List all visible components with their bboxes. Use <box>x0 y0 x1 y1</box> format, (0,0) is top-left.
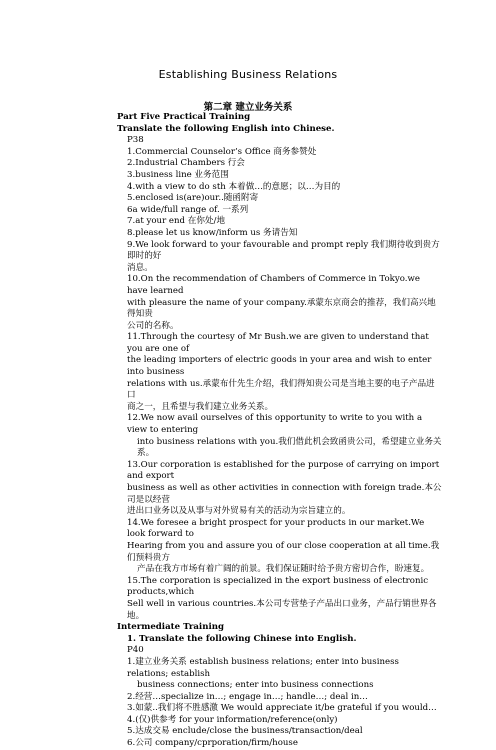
list-item-line: 公司的名称。 <box>127 320 179 331</box>
list-item: 2.Industrial Chambers 行会 <box>127 158 245 169</box>
exercise-instruction: Translate the following English into Chinese. <box>117 123 335 134</box>
chapter-heading: 第二章 建立业务关系 <box>203 102 293 113</box>
page-reference: P40 <box>127 645 144 656</box>
document-title: Establishing Business Relations <box>158 68 338 81</box>
list-item: 4.(仅)供参考 for your information/reference(only) <box>127 714 338 725</box>
exercise-instruction: 1. Translate the following Chinese into English. <box>127 633 357 644</box>
list-item-line: Sell well in various countries.本公司专营垫子产品出口业务，产品行销世界各地。 <box>127 598 437 621</box>
list-item-line: 消息。 <box>127 262 153 273</box>
list-item: 6.公司 company/cprporation/firm/house <box>127 738 298 749</box>
list-item: 5.enclosed is(are)our..随函附寄 <box>127 193 259 204</box>
section-heading: Part Five Practical Training <box>117 112 251 122</box>
list-item-line: 1.建立业务关系 establish business relations; enter into business relations; establish <box>127 656 399 679</box>
list-item-line: business connections; enter into business connections <box>137 680 374 691</box>
list-item-line: Hearing from you and assure you of our close cooperation at all time.我们预料贵方 <box>127 540 440 563</box>
page-reference: P38 <box>127 135 144 146</box>
list-item: 3.business line 业务范围 <box>127 169 229 180</box>
list-item-line: relations with us.承蒙布什先生介绍，我们得知贵公司是当地主要的电子产品进口 <box>127 378 435 401</box>
list-item-line: 15.The corporation is specialized in the export business of electronic products,which <box>127 575 429 598</box>
list-item-line: the leading importers of electric goods in your area and wish to enter into business <box>127 355 432 378</box>
list-item-line: 进出口业务以及从事与对外贸易有关的活动为宗旨建立的。 <box>127 506 351 517</box>
list-item-line: 商之一，且希望与我们建立业务关系。 <box>127 401 274 412</box>
list-item: 2.经营…specialize in…; engage in…; handle…; deal in… <box>127 691 368 702</box>
section-heading: Intermediate Training <box>117 622 224 633</box>
list-item-line: 12.We now avail ourselves of this opportunity to write to you with a view to entering <box>127 413 423 436</box>
document-body <box>117 112 442 750</box>
list-item-line: 9.We look forward to your favourable and prompt reply 我们期待收到贵方即时的好 <box>127 239 440 262</box>
list-item-line: 10.On the recommendation of Chambers of Commerce in Tokyo.we have learned <box>127 274 420 296</box>
list-item-line: 14.We foresee a bright prospect for your products in our market.We look forward to <box>127 517 425 540</box>
list-item: 7.at your end 在你处/地 <box>127 216 226 227</box>
list-item: 3.如蒙..我们将不胜感激 We would appreciate it/be grateful if you would… <box>127 703 437 714</box>
list-item: 6a wide/full range of. 一系列 <box>127 204 249 215</box>
list-item: 8.please let us know/inform us 务请告知 <box>127 227 298 238</box>
list-item-line: business as well as other activities in connection with foreign trade.本公司是以经营 <box>127 483 442 505</box>
list-item-line: 产品在我方市场有着广阔的前景。我们保证随时给予贵方密切合作，盼速复。 <box>137 564 430 575</box>
list-item-line: 11.Through the courtesy of Mr Bush.we are given to understand that you are one of <box>127 332 429 354</box>
list-item: 1.Commercial Counselor’s Office 商务参赞处 <box>127 146 317 157</box>
list-item: 5.达成交易 enclude/close the business/transaction/deal <box>127 726 363 737</box>
list-item: 4.with a view to do sth 本着做…的意愿；以…为目的 <box>127 181 341 192</box>
list-item-line: 13.Our corporation is established for the purpose of carrying on import and export <box>127 459 440 482</box>
list-item-line: into business relations with you.我们借此机会致函贵公司，希望建立业务关系。 <box>137 436 442 459</box>
list-item-line: with pleasure the name of your company.承蒙东京商会的推荐，我们高兴地得知贵 <box>127 297 436 320</box>
